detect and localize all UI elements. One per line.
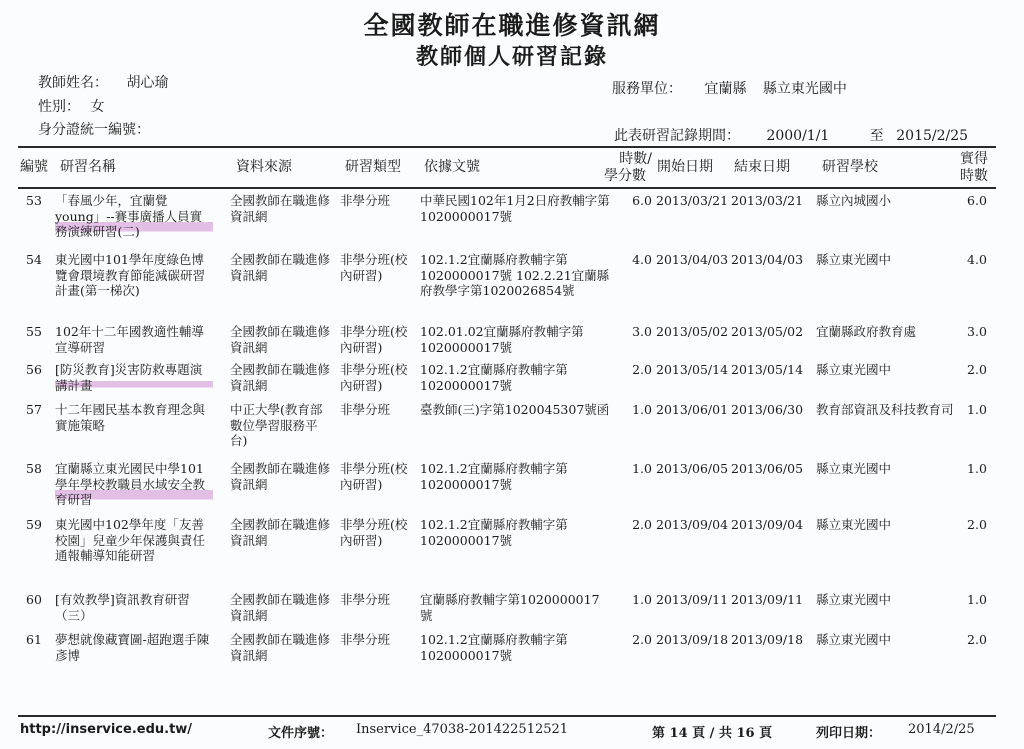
row-end: 2013/04/03 (731, 252, 804, 267)
row-source: 全國教師在職進修資訊網 (230, 461, 331, 492)
period-label: 此表研習記錄期間： (614, 128, 740, 144)
period-block (614, 125, 968, 145)
row-school: 縣立東光國中 (816, 362, 892, 377)
row-start: 2013/09/04 (656, 517, 729, 532)
row-end: 2013/06/30 (731, 402, 804, 417)
row-source: 全國教師在職進修資訊網 (230, 193, 331, 224)
row-start: 2013/06/01 (656, 402, 729, 417)
teacher-name-block (38, 72, 168, 92)
row-start: 2013/04/03 (656, 252, 729, 267)
row-source: 全國教師在職進修資訊網 (230, 517, 331, 548)
row-name: 宜蘭縣立東光國民中學101學年學校教職員水域安全教育研習 (55, 461, 213, 508)
row-no: 58 (26, 461, 42, 476)
row-doc: 102.1.2宜蘭縣府教輔字第1020000017號 (420, 517, 568, 548)
page-indicator: 第 14 頁 / 共 16 頁 (652, 726, 773, 741)
row-hours: 2.0 (632, 517, 652, 532)
row-earned: 3.0 (967, 324, 987, 339)
row-end: 2013/05/14 (731, 362, 804, 377)
row-earned: 1.0 (967, 402, 987, 417)
row-no: 54 (26, 252, 42, 267)
row-school: 宜蘭縣政府教育處 (816, 324, 917, 339)
row-type: 非學分班(校內研習) (340, 252, 408, 283)
col-earned-line1: 實得 (960, 151, 988, 167)
row-doc: 102.1.2宜蘭縣府教輔字第1020000017號 102.2.21宜蘭縣府教學字第1020026854號 (420, 252, 610, 298)
row-school: 縣立東光國中 (816, 632, 892, 647)
col-end: 結束日期 (734, 159, 790, 175)
row-earned: 1.0 (967, 592, 987, 607)
row-school: 縣立東光國中 (816, 517, 892, 532)
serial-label: 文件序號： (268, 726, 334, 741)
row-start: 2013/03/21 (656, 193, 729, 208)
row-earned: 2.0 (967, 632, 987, 647)
row-end: 2013/06/05 (731, 461, 804, 476)
row-type: 非學分班 (340, 402, 391, 417)
row-source: 全國教師在職進修資訊網 (230, 324, 331, 355)
row-hours: 1.0 (632, 402, 652, 417)
document-title: 教師個人研習記錄 (415, 44, 608, 70)
row-name: 夢想就像藏寶圖-超跑選手陳彥博 (55, 632, 210, 663)
row-school: 縣立東光國中 (816, 252, 892, 267)
id-number-label: 身分證統一編號： (38, 122, 150, 138)
period-end: 2015/2/25 (896, 128, 969, 144)
row-type: 非學分班 (340, 632, 391, 647)
row-earned: 4.0 (967, 252, 987, 267)
service-unit-label: 服務單位： (612, 81, 682, 97)
gender-label: 性別： (38, 99, 80, 115)
teacher-name-value: 胡心瑜 (126, 75, 169, 91)
header-top-rule (18, 146, 996, 148)
row-start: 2013/05/02 (656, 324, 729, 339)
row-start: 2013/06/05 (656, 461, 729, 476)
footer-rule (18, 715, 996, 717)
row-earned: 1.0 (967, 461, 987, 476)
row-doc: 中華民國102年1月2日府教輔字第1020000017號 (420, 193, 610, 224)
row-no: 60 (26, 592, 42, 607)
gender-value: 女 (90, 99, 105, 115)
row-school: 縣立東光國中 (816, 461, 892, 476)
row-type: 非學分班(校內研習) (340, 362, 408, 393)
row-source: 全國教師在職進修資訊網 (230, 592, 331, 623)
site-url: http://inservice.edu.tw/ (20, 722, 193, 737)
row-no: 53 (26, 193, 42, 208)
row-hours: 6.0 (632, 193, 652, 208)
service-unit-school: 縣立東光國中 (762, 81, 847, 97)
row-hours: 2.0 (632, 362, 652, 377)
row-source: 中正大學(教育部數位學習服務平台) (230, 402, 323, 448)
row-end: 2013/09/11 (731, 592, 804, 607)
teacher-name-label: 教師姓名： (38, 75, 108, 91)
row-name: [有效教學]資訊教育研習（三） (55, 592, 190, 623)
header-bottom-rule (18, 187, 996, 189)
period-start: 2000/1/1 (766, 128, 830, 144)
row-earned: 6.0 (967, 193, 987, 208)
row-no: 55 (26, 324, 42, 339)
row-start: 2013/05/14 (656, 362, 729, 377)
col-start: 開始日期 (657, 159, 713, 175)
row-doc: 102.01.02宜蘭縣府教輔字第1020000017號 (420, 324, 584, 355)
row-earned: 2.0 (967, 517, 987, 532)
col-earned-line2: 時數 (960, 168, 988, 184)
row-doc: 102.1.2宜蘭縣府教輔字第1020000017號 (420, 632, 568, 663)
row-end: 2013/09/18 (731, 632, 804, 647)
row-end: 2013/05/02 (731, 324, 804, 339)
row-type: 非學分班(校內研習) (340, 461, 408, 492)
row-doc: 102.1.2宜蘭縣府教輔字第1020000017號 (420, 362, 568, 393)
serial-value: Inservice_47038-201422512521 (356, 722, 569, 737)
row-school: 教育部資訊及科技教育司 (816, 402, 954, 417)
row-name: 102年十二年國教適性輔導宣導研習 (55, 324, 204, 355)
site-title: 全國教師在職進修資訊網 (363, 11, 661, 40)
row-name: 東光國中101學年度綠色博覽會環境教育節能減碳研習計畫(第一梯次) (55, 252, 206, 298)
col-hours-line1: 時數/ (619, 151, 652, 167)
col-source: 資料來源 (236, 159, 292, 175)
row-hours: 4.0 (632, 252, 652, 267)
col-doc: 依據文號 (424, 159, 480, 175)
service-unit-county: 宜蘭縣 (704, 81, 747, 97)
row-doc: 宜蘭縣府教輔字第1020000017號 (420, 592, 600, 623)
row-doc: 102.1.2宜蘭縣府教輔字第1020000017號 (420, 461, 568, 492)
row-no: 56 (26, 362, 42, 377)
row-type: 非學分班 (340, 193, 391, 208)
row-hours: 1.0 (632, 592, 652, 607)
row-hours: 3.0 (632, 324, 652, 339)
col-type: 研習類型 (345, 159, 401, 175)
row-end: 2013/03/21 (731, 193, 804, 208)
row-school: 縣立東光國中 (816, 592, 892, 607)
period-to: 至 (869, 128, 884, 144)
row-no: 59 (26, 517, 42, 532)
row-type: 非學分班(校內研習) (340, 324, 408, 355)
row-earned: 2.0 (967, 362, 987, 377)
row-hours: 2.0 (632, 632, 652, 647)
gender-block (38, 96, 104, 116)
row-end: 2013/09/04 (731, 517, 804, 532)
row-no: 57 (26, 402, 42, 417)
print-date-label: 列印日期： (816, 726, 882, 741)
row-name: [防災教育]災害防救專題演講計畫 (55, 362, 213, 393)
row-start: 2013/09/11 (656, 592, 729, 607)
row-school: 縣立內城國小 (816, 193, 892, 208)
col-no: 編號 (20, 159, 48, 175)
row-doc: 臺教師(三)字第1020045307號函 (420, 402, 610, 417)
col-hours-line2: 學分數 (604, 168, 646, 184)
print-date-value: 2014/2/25 (908, 722, 975, 737)
col-school: 研習學校 (822, 159, 878, 175)
row-hours: 1.0 (632, 461, 652, 476)
row-start: 2013/09/18 (656, 632, 729, 647)
row-name: 十二年國民基本教育理念與實施策略 (55, 402, 206, 433)
row-type: 非學分班 (340, 592, 391, 607)
service-unit-block (612, 78, 847, 98)
row-source: 全國教師在職進修資訊網 (230, 252, 331, 283)
row-name: 「春風少年，宜蘭覺young」--賽事廣播人員實務演練研習(二) (55, 193, 213, 240)
col-name: 研習名稱 (60, 159, 116, 175)
row-name: 東光國中102學年度「友善校園」兒童少年保護與責任通報輔導知能研習 (55, 517, 206, 563)
row-source: 全國教師在職進修資訊網 (230, 362, 331, 393)
row-no: 61 (26, 632, 42, 647)
row-type: 非學分班(校內研習) (340, 517, 408, 548)
row-source: 全國教師在職進修資訊網 (230, 632, 331, 663)
